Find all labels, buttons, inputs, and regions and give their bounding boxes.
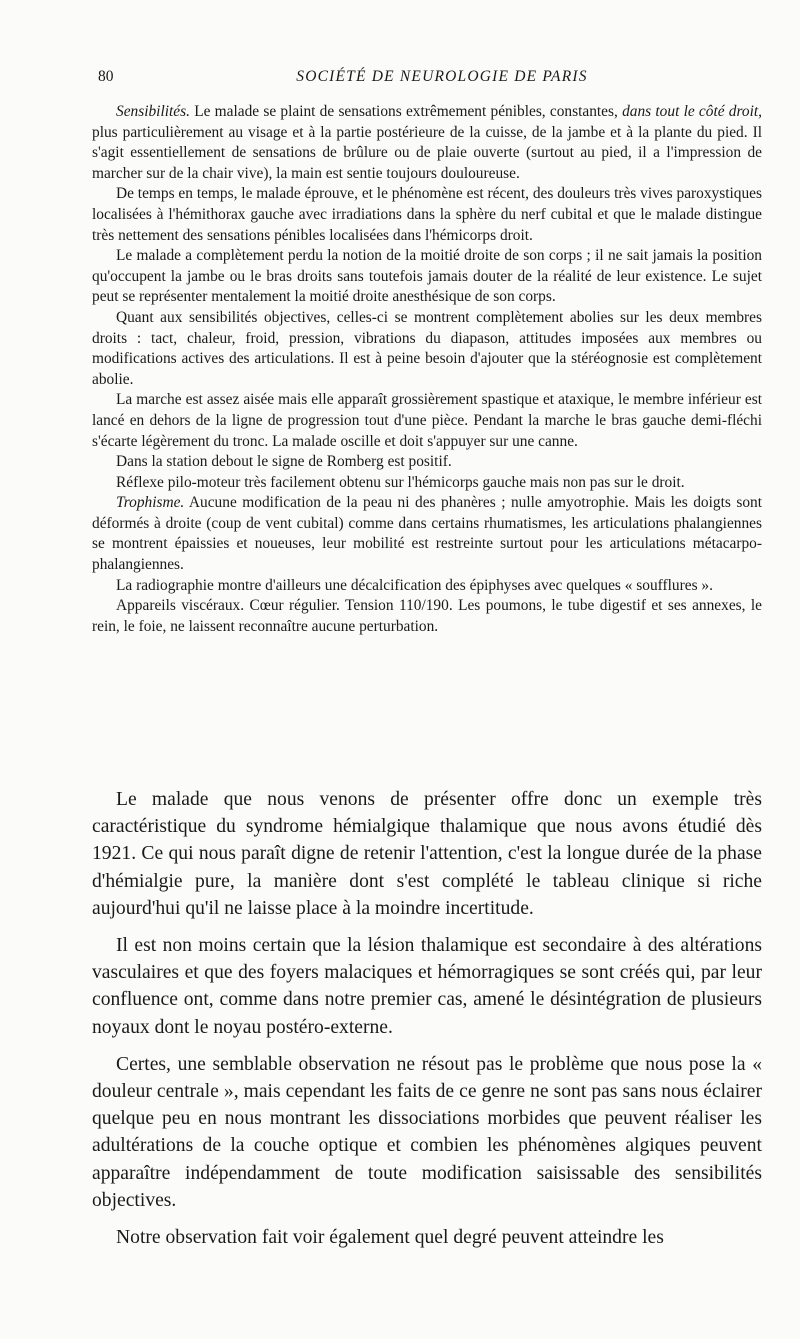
- paragraph: Dans la station debout le signe de Romberg est positif.: [116, 453, 452, 471]
- page-number: 80: [98, 68, 114, 85]
- discussion-paragraph: Le malade que nous venons de présenter offre donc un exemple très caractéristique du syndrome hémialgique thalamique que nous avons étudié dès 1921. Ce qui nous paraît digne de retenir l'attention, c'est la longue durée de la phase d'hémialgie pure, la manière dont s'est complété le tableau clinique si riche aujourd'hui qu'il ne laisse place à la moindre incertitude.: [92, 789, 762, 919]
- paragraph-text: Le malade se plaint de sensations extrêmement pénibles, constantes,: [189, 103, 623, 120]
- discussion-paragraph: Certes, une semblable observation ne résout pas le problème que nous pose la « douleur centrale », mais cependant les faits de ce genre ne sont pas sans nous éclairer quelque peu en nous montrant les dissociations morbides que peuvent réaliser les adultérations de la couche optique et combien les phénomènes algiques peuvent apparaître indépendamment de toute modification saisissable des sensibilités objectives.: [92, 1053, 762, 1211]
- italic-phrase: dans tout le côté droit,: [622, 103, 763, 120]
- paragraph: Appareils viscéraux. Cœur régulier. Tension 110/190. Les poumons, le tube digestif et ses annexes, le rein, le foie, ne laissent reconnaître aucune perturbation.: [92, 597, 762, 635]
- discussion-paragraph: Notre observation fait voir également quel degré peuvent atteindre les: [116, 1227, 664, 1249]
- running-title: SOCIÉTÉ DE NEUROLOGIE DE PARIS: [296, 68, 588, 85]
- paragraph: Quant aux sensibilités objectives, celles-ci se montrent complètement abolies sur les deux membres droits : tact, chaleur, froid, pression, vibrations du diapason, attitudes imposées aux membres ou modifications actives des articulations. Il est à peine besoin d'ajouter que la stéréognosie est complètement abolie.: [92, 308, 762, 388]
- discussion-section: [92, 786, 762, 1261]
- paragraph: Le malade a complètement perdu la notion de la moitié droite de son corps ; il ne sait jamais la position qu'occupent la jambe ou le bras droits sans toutefois jamais douter de la réalité de leur existence. Le sujet peut se représenter mentalement la moitié droite anesthésique de son corps.: [92, 247, 762, 306]
- paragraph: La marche est assez aisée mais elle apparaît grossièrement spastique et ataxique, le membre inférieur est lancé en dehors de la ligne de progression tout d'une pièce. Pendant la marche le bras gauche demi-fléchi s'écarte légèrement du tronc. La malade oscille et doit s'appuyer sur une canne.: [92, 391, 762, 450]
- discussion-paragraph: Il est non moins certain que la lésion thalamique est secondaire à des altérations vasculaires et que des foyers malaciques et hémorragiques se sont créés qui, par leur confluence ont, comme dans notre premier cas, amené le désintégration de plusieurs noyaux dont le noyau postéro-externe.: [92, 935, 762, 1038]
- section-lead: Trophisme.: [116, 494, 185, 512]
- paragraph-text: plus particulièrement au visage et à la partie postérieure de la cuisse, de la jambe et à la plante du pied. Il s'agit essentiellement de sensations de brûlure ou de plaie ouverte (surtout au pied, il a l'impression de marcher sur de la chair vive), la main est sentie toujours douloureuse.: [92, 123, 762, 182]
- section-lead: Sensibilités.: [116, 103, 190, 120]
- paragraph: Réflexe pilo-moteur très facilement obtenu sur l'hémicorps gauche mais non pas sur le droit.: [116, 473, 685, 491]
- case-notes-section: [92, 102, 762, 637]
- page-header: [92, 64, 762, 92]
- paragraph: De temps en temps, le malade éprouve, et le phénomène est récent, des douleurs très vives paroxystiques localisées à l'hémithorax gauche avec irradiations dans la sphère du nerf cubital et que le malade distingue très nettement des sensations pénibles localisées dans l'hémicorps droit.: [92, 185, 762, 244]
- paragraph-sensibilites: [92, 102, 762, 184]
- paragraph-trophisme: [92, 493, 762, 575]
- paragraph: La radiographie montre d'ailleurs une décalcification des épiphyses avec quelques « soufflures ».: [116, 576, 713, 594]
- paragraph-text: Aucune modification de la peau ni des phanères ; nulle amyotrophie. Mais les doigts sont déformés à droite (coup de vent cubital) comme dans certains rhumatismes, les articulations phalangiennes se montrent épaissies et noueuses, leur mobilité est restreinte surtout pour les articulations métacarpo-phalangiennes.: [92, 494, 762, 574]
